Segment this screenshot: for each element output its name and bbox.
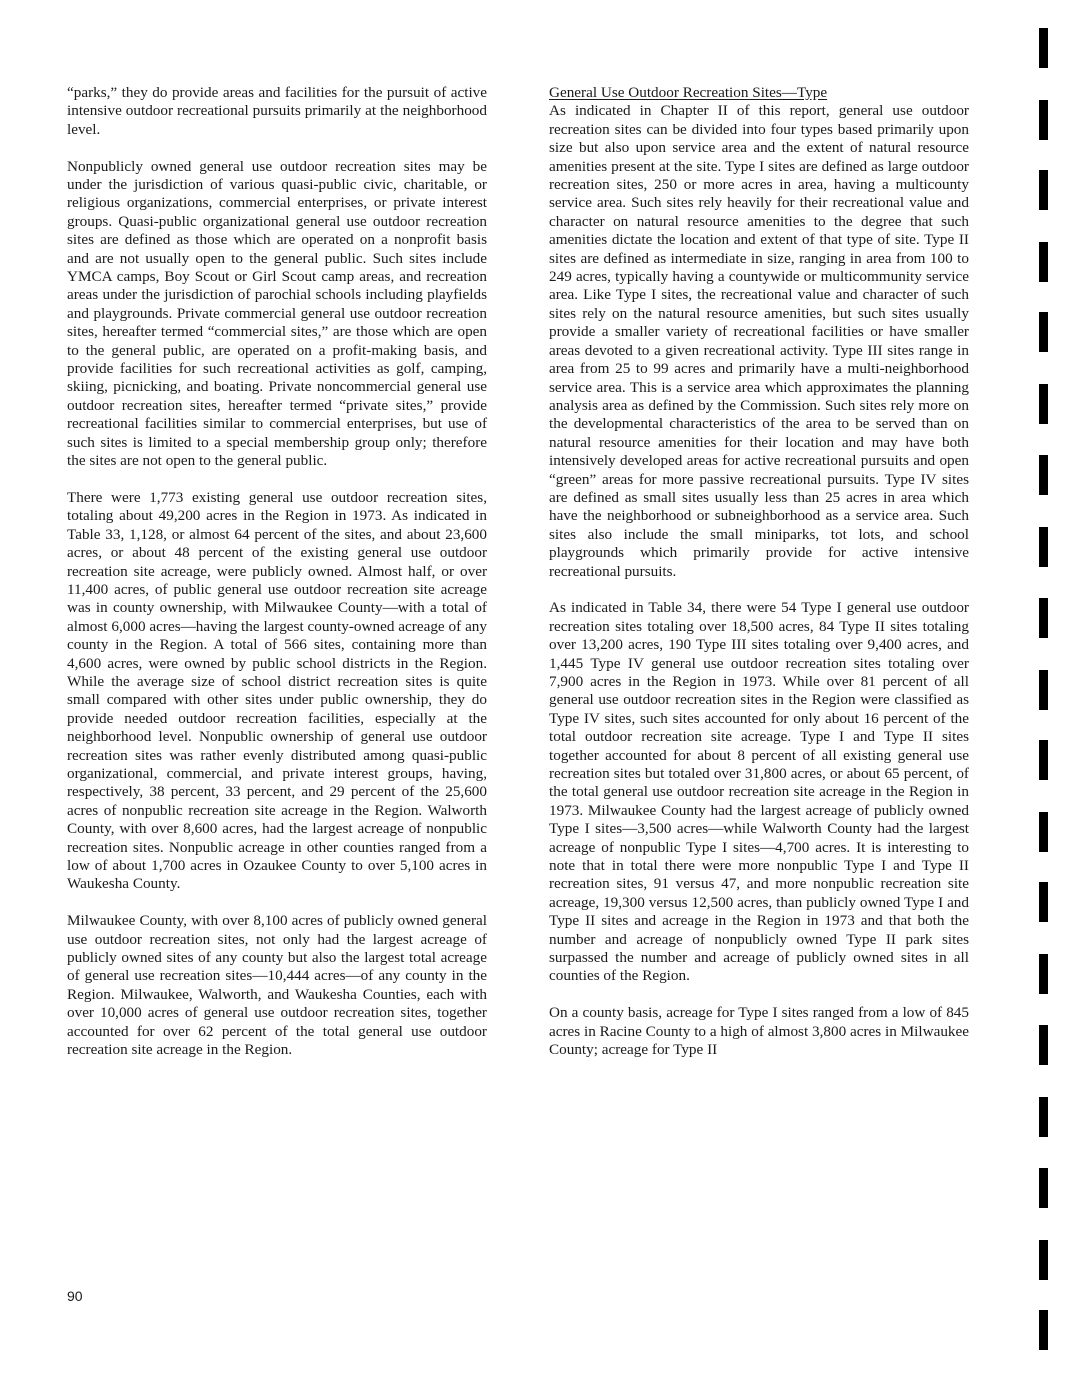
body-paragraph: On a county basis, acreage for Type I sites ranged from a low of 845 acres in Racine County to a high of almost 3,800 acres in Milwaukee County; acreage for Type II [549,1004,969,1059]
scan-mark [1039,384,1048,424]
body-paragraph: There were 1,773 existing general use outdoor recreation sites, totaling about 49,200 acres in the Region in 1973. As indicated in Table 33, 1,128, or almost 64 percent of the sites, and about 23,600 acres, or about 48 percent of the existing general use outdoor recreation site acreage, were publicly owned. Almost half, or over 11,400 acres, of public general use outdoor recreation site acreage was in county ownership, with Milwaukee County—with a total of almost 6,000 acres—having the largest county-owned acreage of any county in the Region. A total of 566 sites, containing more than 4,600 acres, were owned by public school districts in the Region. While the average size of school district recreation sites is quite small compared with other sites under public ownership, they do provide needed outdoor recreation facilities, especially at the neighborhood level. Nonpublic ownership of general use outdoor recreation sites was rather evenly distributed among quasi-public organizational, commercial, and private interest groups, having, respectively, 38 percent, 33 percent, and 29 percent of the 25,600 acres of nonpublic recreation site acreage in the Region. Walworth County, with over 8,600 acres, had the largest acreage of nonpublic recreation sites. Nonpublic acreage in other counties ranged from a low of about 1,700 acres in Ozaukee County to over 5,100 acres in Waukesha County. [67,488,487,893]
scan-mark [1039,455,1048,495]
scan-mark [1039,312,1048,352]
body-paragraph: Milwaukee County, with over 8,100 acres of publicly owned general use outdoor recreation sites, not only had the largest acreage of publicly owned sites of any county but also the largest total acreage of general use recreation sites—10,444 acres—of any county in the Region. Milwaukee, Walworth, and Waukesha Counties, each with over 10,000 acres of general use outdoor recreation sites, together accounted for over 62 percent of the total general use outdoor recreation site acreage in the Region. [67,912,487,1059]
scan-mark [1039,882,1048,922]
scan-mark [1039,1097,1048,1137]
body-paragraph: As indicated in Chapter II of this report, general use outdoor recreation sites can be divided into four types based primarily upon size but also upon service area and the extent of natural resource amenities present at the site. Type I sites are defined as large outdoor recreation sites, 250 or more acres in area, having a multicounty service area. Such sites rely heavily for their recreational value and character on natural resource amenities to the degree that such amenities dictate the location and extent of that type of site. Type II sites are defined as intermediate in size, ranging in area from 100 to 249 acres, typically having a countywide or multicommunity service area. Like Type I sites, the recreational value and character of such sites rely on the natural resource amenities, but such sites usually provide a smaller variety of recreational facilities or have smaller areas devoted to a given recreational activity. Type III sites range in area from 25 to 99 acres and primarily have a multi-neighborhood service area. This is a service area which approximates the planning analysis area as defined by the Commission. Such sites rely more on the developmental characteristics of the area to be served than on natural resource amenities for their location and may have both intensively developed areas for active recreational pursuits and open “green” areas for more passive recreational pursuits. Type IV sites are defined as small sites usually less than 25 acres in area which have the neighborhood or subneighborhood as a service area. Such sites also include the small miniparks, tot lots, and school playgrounds which primarily provide for active intensive recreational pursuits. [549,102,969,580]
scan-mark [1039,242,1048,282]
scan-mark [1039,28,1048,68]
scan-mark [1039,1025,1048,1065]
scan-mark [1039,170,1048,210]
section-heading: General Use Outdoor Recreation Sites—Type [549,84,828,101]
left-column [67,84,487,1078]
scan-mark [1039,1310,1048,1350]
scan-mark [1039,954,1048,994]
scan-mark [1039,812,1048,852]
scan-mark [1039,740,1048,780]
scan-mark [1039,670,1048,710]
scan-mark [1039,527,1048,567]
scan-mark [1039,1168,1048,1208]
body-paragraph: As indicated in Table 34, there were 54 Type I general use outdoor recreation sites totaling over 18,500 acres, 84 Type II sites totaling over 13,200 acres, 190 Type III sites totaling over 9,400 acres, and 1,445 Type IV general use outdoor recreation sites totaling over 7,900 acres in the Region in 1973. While over 81 percent of all general use outdoor recreation sites in the Region were classified as Type IV sites, such sites accounted for only about 16 percent of the total outdoor recreation site acreage. Type I and Type II sites together accounted for about 8 percent of all existing general use recreation sites but totaled over 31,800 acres, or about 65 percent, of the total general use outdoor recreation site acreage in the Region in 1973. Milwaukee County had the largest acreage of publicly owned Type I sites—3,500 acres—while Walworth County had the largest acreage of nonpublic Type I sites—4,700 acres. It is interesting to note that in total there were more nonpublic Type I and Type II recreation sites, 91 versus 47, and more nonpublic recreation site acreage, 19,300 versus 12,500 acres, than publicly owned Type I and Type II sites and acreage in the Region in 1973 and that both the number and acreage of nonpublicly owned Type II park sites surpassed the number and acreage of publicly owned sites in all counties of the Region. [549,599,969,985]
scan-mark [1039,598,1048,638]
right-column [549,84,969,1078]
body-paragraph: “parks,” they do provide areas and facilities for the pursuit of active intensive outdoor recreational pursuits primarily at the neighborhood level. [67,84,487,138]
page-number: 90 [67,1288,83,1304]
body-paragraph: Nonpublicly owned general use outdoor recreation sites may be under the jurisdiction of various quasi-public civic, charitable, or religious organizations, commercial enterprises, or private interest groups. Quasi-public organizational general use outdoor recreation sites are defined as those which are operated on a nonprofit basis and are not usually open to the general public. Such sites include YMCA camps, Boy Scout or Girl Scout camp areas, and recreation areas under the jurisdiction of parochial schools including playfields and playgrounds. Private commercial general use outdoor recreation sites, hereafter termed “commercial sites,” are those which are open to the general public, are operated on a profit-making basis, and provide facilities for such recreational activities as golf, camping, skiing, picnicking, and boating. Private noncommercial general use outdoor recreation sites, hereafter termed “private sites,” provide recreational facilities similar to commercial enterprises, but use of such sites is limited to a special membership group only; therefore the sites are not open to the general public. [67,157,487,470]
scan-mark [1039,100,1048,140]
scan-mark [1039,1240,1048,1280]
